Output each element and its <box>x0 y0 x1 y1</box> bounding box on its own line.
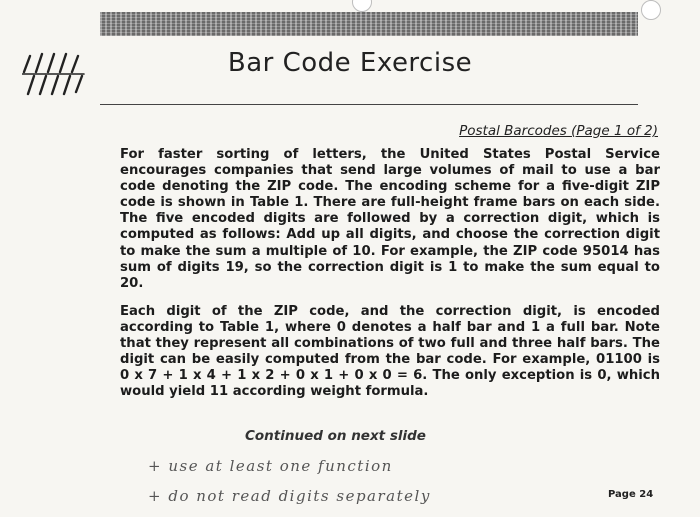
paragraph: For faster sorting of letters, the United States Postal Service encourages companies that send large volumes of mail to use a bar code denoting the ZIP code. The encoding scheme for a five-digit ZIP code is shown in Table 1. There are full-height frame bars on each side. The five encoded digits are followed by a correction digit, which is computed as follows: Add up all digits, and choose the correction digit to make the sum a multiple of 10. For example, the ZIP code 95014 has sum of digits 19, so the correction digit is 1 to make the sum equal to 20. <box>120 147 660 291</box>
handwritten-note: + use at least one function <box>148 457 393 475</box>
paragraph: Each digit of the ZIP code, and the correction digit, is encoded according to Table 1, where 0 denotes a half bar and 1 a full bar. Note that they represent all combinations of two full and three half bars. The digit can be easily computed from the bar code. For example, 01100 is 0 x 7 + 1 x 4 + 1 x 2 + 0 x 1 + 0 x 0 = 6. The only exception is 0, which would yield 11 according weight formula. <box>120 303 660 400</box>
section-subtitle: Postal Barcodes (Page 1 of 2) <box>459 123 658 139</box>
handwritten-note: + do not read digits separately <box>148 487 431 505</box>
binder-hole <box>352 0 372 12</box>
header-band <box>100 12 638 36</box>
page-title: Bar Code Exercise <box>227 48 473 78</box>
body-text <box>120 147 660 412</box>
binder-hole <box>641 0 661 20</box>
page-number: Page 24 <box>608 489 654 500</box>
title-divider <box>100 104 638 105</box>
continued-note: Continued on next slide <box>245 428 426 444</box>
